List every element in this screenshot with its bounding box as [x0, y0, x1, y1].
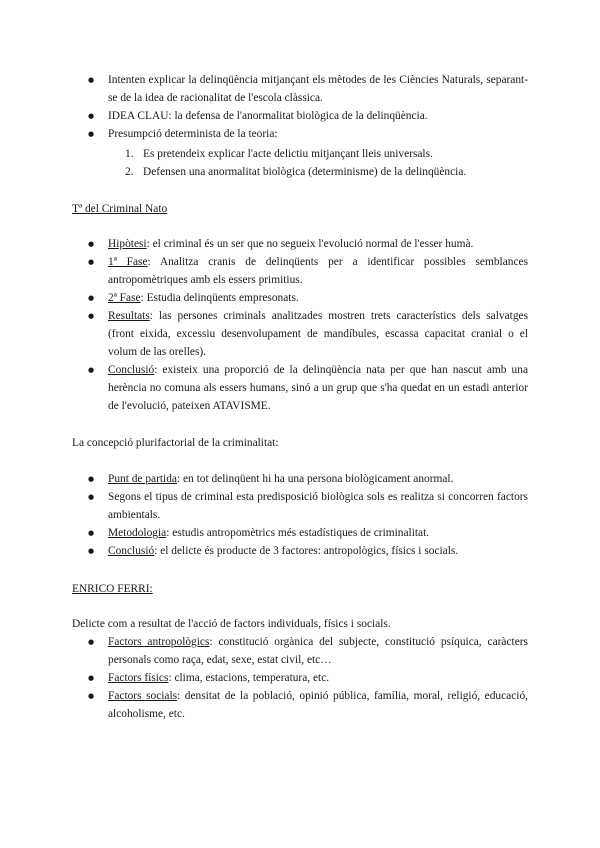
bullet-item: ● 2ª Fase: Estudia delinqüents empresonats. — [108, 289, 528, 307]
bullet-item: ● Factors físics: clima, estacions, temperatura, etc. — [108, 669, 528, 687]
bullet-item: ● Intenten explicar la delinqüència mitjançant els mètodes de les Ciències Naturals, separant-se de la idea de racionalitat de l'escola clàssica. — [108, 71, 528, 107]
paragraph: Delicte com a resultat de l'acció de factors individuals, físics i socials. — [72, 618, 391, 630]
bullet-item: ● 1ª Fase: Analitza cranis de delinqüents per a identificar possibles semblances antropomètriques amb els essers primitius. — [108, 253, 528, 289]
bullet-item: ● Factors socials: densitat de la població, opinió pública, família, moral, religió, educació, alcoholisme, etc. — [108, 687, 528, 723]
section-heading: La concepció plurifactorial de la criminalitat: — [72, 437, 279, 449]
bullet-item: ● Metodologia: estudis antropomètrics més estadístiques de criminalitat. — [108, 524, 528, 542]
bullet-item: ● Resultats: las persones criminals analitzades mostren trets característics dels salvatges (front eixida, excessiu desenvolupament de mandíbules, escassa capacitat cranial o el volum de las orelles). — [108, 307, 528, 361]
bullet-item: ● Presumpció determinista de la teoria: — [108, 125, 528, 143]
bullet-item: ● Conclusió: existeix una proporció de la delinqüència nata per que han nascut amb una herència no comuna als essers humans, sinó a un grup que s'ha quedat en un estadi anterior de l'evolució, pateixen ATAVISME. — [108, 361, 528, 415]
bullet-item: ● Punt de partida: en tot delinqüent hi ha una persona biològicament anormal. — [108, 470, 528, 488]
bullet-item: ● IDEA CLAU: la defensa de l'anormalitat biològica de la delinqüència. — [108, 107, 528, 125]
bullet-item: ● Factors antropològics: constitució orgànica del subjecte, constitució psíquica, caràcters personals como raça, edat, sexe, estat civil, etc… — [108, 633, 528, 669]
bullet-item: ● Hipòtesi: el criminal és un ser que no segueix l'evolució normal de l'esser humà. — [108, 235, 528, 253]
bullet-item: ● Conclusió: el delicte és producte de 3 factores: antropològics, físics i socials. — [108, 542, 528, 560]
section-heading: Tª del Criminal Nato — [72, 203, 168, 215]
numbered-item: 2. Defensen una anormalitat biològica (determinisme) de la delinqüència. — [125, 166, 467, 178]
bullet-item: ● Segons el tipus de criminal esta predisposició biològica sols es realitza si concorren factors ambientals. — [108, 488, 528, 524]
section-heading: ENRICO FERRI: — [72, 583, 153, 595]
numbered-item: 1. Es pretendeix explicar l'acte delictiu mitjançant lleis universals. — [125, 148, 433, 160]
